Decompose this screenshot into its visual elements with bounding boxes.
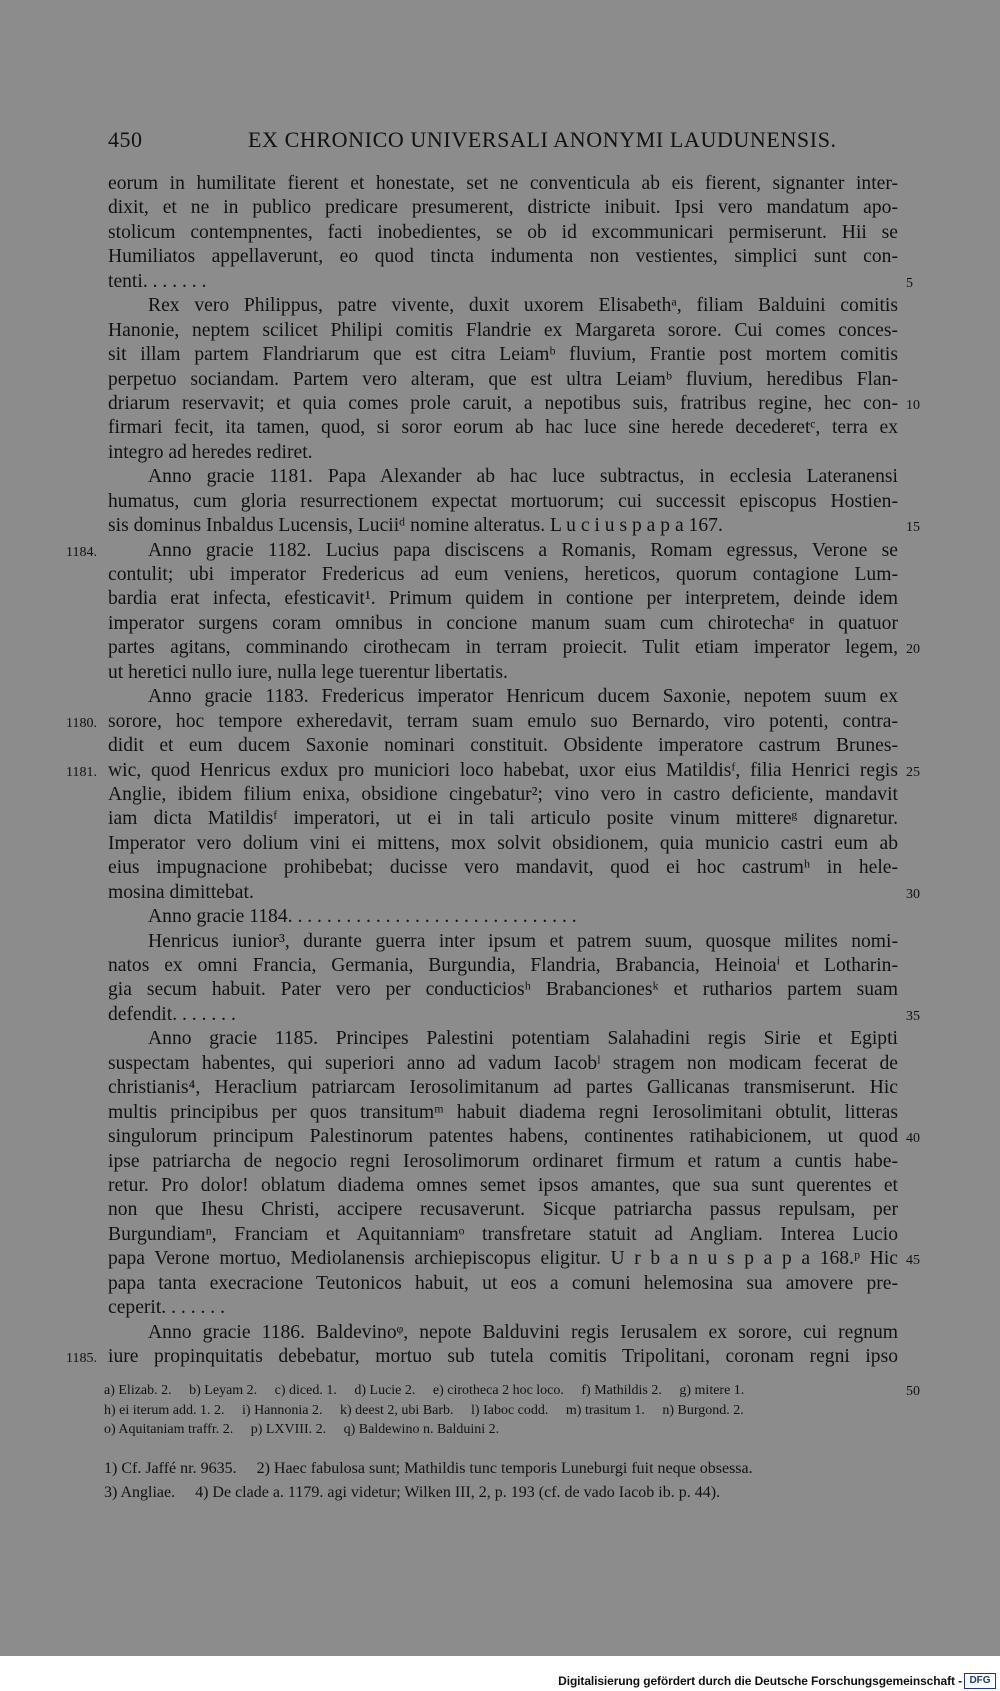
page-header <box>108 127 900 157</box>
text-line-content: Anno gracie 1186. Baldevinoᵠ, nepote Balduvini regis Ierusalem ex sorore, cui regnum <box>148 1321 898 1343</box>
text-line-content: sit illam partem Flandriarum que est citra Leiamᵇ fluvium, Frantie post mortem comitis <box>108 344 898 366</box>
text-line <box>108 368 898 392</box>
text-line-content: iure propinquitatis debebatur, mortuo sub tutela comitis Tripolitani, coronam regni ipso <box>108 1346 898 1367</box>
text-line <box>108 1247 920 1271</box>
variant-note-line <box>104 1422 904 1442</box>
text-line <box>108 1321 898 1345</box>
line-number: 5 <box>906 275 913 291</box>
text-line-content: perpetuo sociandam. Partem vero alteram, que est ultra Leiamᵇ fluvium, heredibus Flan- <box>108 368 898 390</box>
text-line <box>108 587 898 611</box>
variant-note-text: a) Elizab. 2. b) Leyam 2. c) diced. 1. d) Lucie 2. e) cirotheca 2 hoc loco. f) Mathildis 2. g) mitere 1. <box>104 1383 745 1398</box>
text-line <box>108 343 898 367</box>
text-line <box>66 710 898 734</box>
text-line <box>108 1076 898 1100</box>
line-number: 35 <box>906 1008 920 1024</box>
text-line-content: non que Ihesu Christi, accipere recusaverunt. Sicque patriarcha passus repulsam, per <box>108 1199 898 1221</box>
page-footer <box>0 1673 1000 1691</box>
text-line-content: dixit, et ne in publico predicare presumerent, districte inibuit. Ipsi vero mandatum apo- <box>108 197 898 219</box>
text-line-content: defendit. . . . . . . <box>108 1003 236 1025</box>
text-line <box>108 490 898 514</box>
line-number: 45 <box>906 1253 920 1269</box>
text-line <box>66 539 898 563</box>
text-line <box>108 1125 920 1149</box>
footnotes <box>104 1460 904 1508</box>
text-line-content: Anno gracie 1185. Principes Palestini potentiam Salahadini regis Sirie et Egipti <box>148 1028 898 1050</box>
variant-note-line <box>104 1383 920 1403</box>
text-line-content: multis principibus per quos transitumᵐ habuit diadema regni Ierosolimitani obtulit, litteras <box>108 1101 898 1123</box>
text-line-content: didit et eum ducem Saxonie nominari constituit. Obsidente imperatore castrum Brunes- <box>108 735 898 757</box>
margin-year: 1181. <box>66 764 97 780</box>
text-line-content: Hanonie, neptem scilicet Philipi comitis Flandrie ex Margareta sorore. Cui comes conces- <box>108 319 898 341</box>
text-line-content: driarum reservavit; et quia comes prole caruit, a nepotibus suis, fratribus regine, hec con- <box>108 392 898 414</box>
text-line <box>108 563 898 587</box>
margin-year: 1185. <box>66 1351 97 1366</box>
line-number: 40 <box>906 1131 920 1147</box>
variant-note-text: h) ei iterum add. 1. 2. i) Hannonia 2. k) deest 2, ubi Barb. l) Iaboc codd. m) trasitum 1. n) Burgond. 2. <box>104 1402 744 1418</box>
funding-credit: Digitalisierung gefördert durch die Deutsche Forschungsgemeinschaft - <box>558 1674 962 1688</box>
text-line <box>108 1272 898 1296</box>
text-line-content: Burgundiamⁿ, Franciam et Aquitanniamᵒ transfretare statuit ad Angliam. Interea Lucio <box>108 1223 898 1245</box>
line-number: 50 <box>906 1384 920 1399</box>
running-title: EX CHRONICO UNIVERSALI ANONYMI LAUDUNENSIS. <box>248 127 837 152</box>
line-number: 30 <box>906 886 920 902</box>
text-line-content: natos ex omni Francia, Germania, Burgundia, Flandria, Brabancia, Heinoiaⁱ et Lotharin- <box>108 955 898 976</box>
text-line-content: gia secum habuit. Pater vero per conducticiosʰ Brabancionesᵏ et rutharios partem suam <box>108 979 898 1001</box>
text-line <box>108 1174 898 1198</box>
text-line-content: wic, quod Henricus exdux pro municiori loco habebat, uxor eius Matildisᶠ, filia Henrici regis <box>108 759 898 781</box>
text-line <box>108 783 898 807</box>
text-line <box>108 1198 898 1222</box>
text-line-content: partes agitans, comminando cirothecam in terram proiecit. Tulit etiam imperator legem, <box>108 637 898 659</box>
margin-year: 1184. <box>66 544 97 560</box>
text-line <box>108 319 898 343</box>
footnote-line: 1) Cf. Jaffé nr. 9635. 2) Haec fabulosa sunt; Mathildis tunc temporis Luneburgi fuit neque obsessa. <box>104 1460 753 1477</box>
text-line-content: Humiliatos appellaverunt, eo quod tincta indumenta non vestientes, simplici sunt con- <box>108 246 898 268</box>
text-line <box>66 1345 898 1369</box>
text-line-content: Anglie, ibidem filium enixa, obsidione cingebatur²; vino vero in castro deficiente, mandavit <box>108 783 898 805</box>
page-number: 450 <box>108 127 143 152</box>
text-line-content: sorore, hoc tempore exheredavit, terram suam emulo suo Bernardo, viro potenti, contra- <box>108 710 898 732</box>
text-line <box>108 1027 898 1051</box>
text-line-content: mosina dimittebat. <box>108 881 254 903</box>
text-line <box>108 807 898 831</box>
text-line <box>108 441 898 465</box>
text-line <box>108 636 920 660</box>
text-line <box>108 294 898 318</box>
text-line <box>108 930 898 954</box>
text-line <box>108 1150 898 1174</box>
dfg-logo-icon: DFG <box>964 1673 996 1689</box>
text-line <box>108 221 898 245</box>
text-line <box>108 392 920 416</box>
text-line <box>108 245 898 269</box>
text-line <box>108 1296 898 1320</box>
text-line <box>108 856 898 880</box>
text-line <box>108 954 898 978</box>
text-line <box>108 416 898 440</box>
main-text <box>66 172 920 1369</box>
text-line <box>108 172 898 196</box>
text-line <box>108 881 920 905</box>
text-line <box>108 661 898 685</box>
footnote-line: 3) Angliae. 4) De clade a. 1179. agi videtur; Wilken III, 2, p. 193 (cf. de vado Iacob ib. p. 44). <box>104 1484 721 1501</box>
text-line-content: Anno gracie 1181. Papa Alexander ab hac luce subtractus, in ecclesia Lateranensi <box>148 466 898 488</box>
line-number: 25 <box>906 764 920 780</box>
text-line-content: suspectam habentes, qui superiori anno ad vadum Iacobˡ stragem non modicam fecerat de <box>108 1052 898 1074</box>
text-line <box>108 978 898 1002</box>
text-line <box>108 905 898 929</box>
line-number: 10 <box>906 397 920 413</box>
text-line-content: Anno gracie 1183. Fredericus imperator Henricum ducem Saxonie, nepotem suum ex <box>148 686 898 708</box>
variant-notes <box>104 1383 920 1442</box>
text-line-content: papa Verone mortuo, Mediolanensis archiepiscopus eligitur. U r b a n u s p a p a 168.ᵖ Hic <box>108 1248 898 1270</box>
text-line-content: Henricus iunior³, durante guerra inter ipsum et patrem suum, quosque milites nomi- <box>148 930 898 952</box>
text-line <box>108 734 898 758</box>
text-line <box>108 1223 898 1247</box>
text-line-content: imperator surgens coram omnibus in concione manum suam cum chirotechaᵉ in quatuor <box>108 612 898 634</box>
text-line-content: sis dominus Inbaldus Lucensis, Luciiᵈ nomine alteratus. L u c i u s p a p a 167. <box>108 515 723 537</box>
text-line-content: Anno gracie 1184. . . . . . . . . . . . . . . . . . . . . . . . . . . . . . <box>148 906 577 928</box>
variant-note-line <box>104 1403 904 1423</box>
text-line-content: iam dicta Matildisᶠ imperatori, ut ei in tali articulo posite vinum mittereᵍ dignaretur. <box>108 808 898 830</box>
text-line-content: Anno gracie 1182. Lucius papa disciscens a Romanis, Romam egressus, Verone se <box>148 539 898 561</box>
text-line-content: singulorum principum Palestinorum patentes habens, continentes ratihabicionem, ut quod <box>108 1126 898 1148</box>
text-line-content: ipse patriarcha de negocio regni Ierosolimorum ordinaret firmum et ratum a cuntis habe- <box>108 1150 898 1172</box>
text-line-content: bardia erat infecta, efesticavit¹. Primum quidem in contione per interpretem, deinde idem <box>108 588 898 610</box>
text-line <box>108 685 898 709</box>
line-number: 15 <box>906 520 920 536</box>
text-line-content: christianis⁴, Heraclium patriarcam Ierosolimitanum ad partes Gallicanas transmiserunt. Hic <box>108 1077 898 1099</box>
text-line-content: eorum in humilitate fierent et honestate, set ne conventicula ab eis fierent, signanter inter- <box>108 173 898 194</box>
text-line-content: integro ad heredes rediret. <box>108 441 313 463</box>
text-line-content: humatus, cum gloria resurrectionem expectat mortuorum; cui successit episcopus Hostien- <box>108 490 898 512</box>
text-line-content: ut heretici nullo iure, nulla lege tuerentur libertatis. <box>108 661 508 683</box>
margin-year: 1180. <box>66 715 97 731</box>
text-line-content: contulit; ubi imperator Fredericus ad eum veniens, hereticos, quorum contagione Lum- <box>108 564 898 585</box>
text-line-content: Imperator vero dolium vini ei mittens, mox solvit obsidionem, quia municio castri eum ab <box>108 832 898 854</box>
variant-note-text: o) Aquitaniam traffr. 2. p) LXVIII. 2. q) Baldewino n. Balduini 2. <box>104 1422 500 1437</box>
text-line <box>108 1101 898 1125</box>
text-line <box>108 270 913 294</box>
text-line-content: papa tanta execracione Teutonicos habuit, ut eos a comuni helemosina sua amovere pre- <box>108 1272 898 1294</box>
text-line-content: stolicum contempnentes, facti inobedientes, se ob id excommunicari permiserunt. Hii se <box>108 221 898 243</box>
text-line <box>108 465 898 489</box>
text-line <box>108 832 898 856</box>
text-line-content: tenti. . . . . . . <box>108 270 207 292</box>
text-line-content: retur. Pro dolor! oblatum diadema omnes semet ipsos amantes, que sua sunt querentes et <box>108 1174 898 1196</box>
text-line-content: ceperit. . . . . . . <box>108 1297 225 1319</box>
text-line <box>108 1003 920 1027</box>
text-line-content: eius impugnacione prohibebat; ducisse vero mandavit, quod ei hoc castrumʰ in hele- <box>108 857 898 879</box>
text-line-content: Rex vero Philippus, patre vivente, duxit uxorem Elisabethᵃ, filiam Balduini comitis <box>148 295 898 317</box>
text-line <box>108 196 898 220</box>
text-line <box>108 514 920 538</box>
text-line-content: firmari fecit, ita tamen, quod, si soror eorum ab hac luce sine herede decederetᶜ, terra ex <box>108 417 898 439</box>
text-line <box>108 1052 898 1076</box>
text-line <box>108 612 898 636</box>
text-line <box>66 759 920 783</box>
line-number: 20 <box>906 642 920 658</box>
